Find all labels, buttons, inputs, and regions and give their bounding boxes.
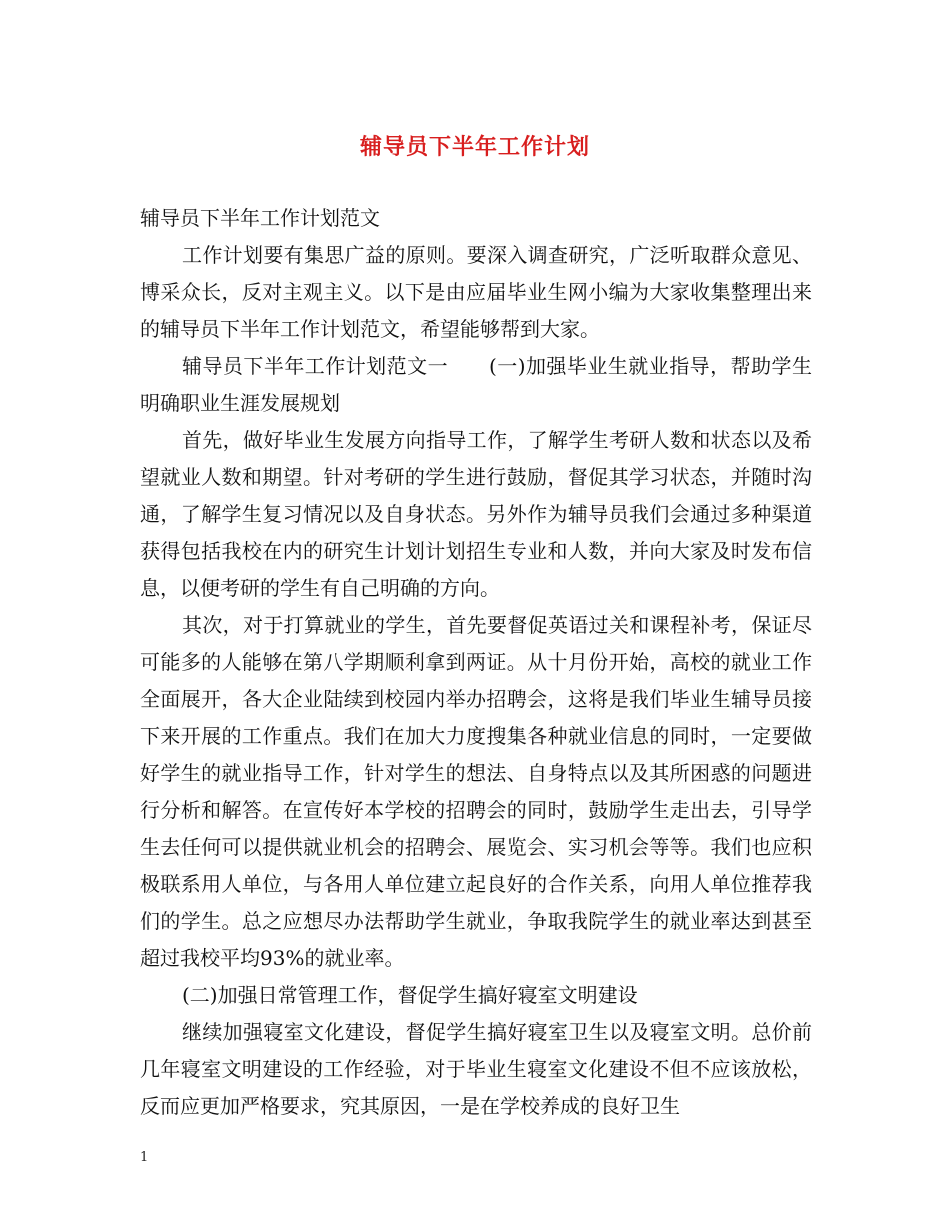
section-two-heading: (二)加强日常管理工作，督促学生搞好寝室文明建设: [182, 983, 638, 1007]
document-title: 辅导员下半年工作计划: [359, 134, 590, 160]
page-number: 1: [140, 1150, 149, 1165]
body-paragraph: 继续加强寝室文化建设，督促学生搞好寝室卫生以及寝室文明。总价前几年寝室文明建设的工作经验，对于毕业生寝室文化建设不但不应该放松，反而应更加严格要求，究其原因，一是在学校养成的良好卫生: [140, 1020, 812, 1118]
body-paragraph: 首先，做好毕业生发展方向指导工作，了解学生考研人数和状态以及希望就业人数和期望。针对考研的学生进行鼓励，督促其学习状态，并随时沟通，了解学生复习情况以及自身状态。另外作为辅导员我们会通过多种渠道获得包括我校在内的研究生计划计划招生专业和人数，并向大家及时发布信息，以便考研的学生有自己明确的方向。: [140, 428, 812, 600]
body-paragraph: 其次，对于打算就业的学生，首先要督促英语过关和课程补考，保证尽可能多的人能够在第八学期顺利拿到两证。从十月份开始，高校的就业工作全面展开，各大企业陆续到校园内举办招聘会，这将是我们毕业生辅导员接下来开展的工作重点。我们在加大力度搜集各种就业信息的同时，一定要做好学生的就业指导工作，针对学生的想法、自身特点以及其所困惑的问题进行分析和解答。在宣传好本学校的招聘会的同时，鼓励学生走出去，引导学生去任何可以提供就业机会的招聘会、展览会、实习机会等等。我们也应积极联系用人单位，与各用人单位建立起良好的合作关系，向用人单位推荐我们的学生。总之应想尽办法帮助学生就业，争取我院学生的就业率达到甚至超过我校平均93%的就业率。: [140, 613, 812, 970]
section-one-heading: 辅导员下半年工作计划范文一 (一)加强毕业生就业指导，帮助学生明确职业生涯发展规划: [140, 354, 812, 415]
document-body: [140, 200, 812, 1125]
intro-paragraph: 工作计划要有集思广益的原则。要深入调查研究，广泛听取群众意见、博采众长，反对主观主义。以下是由应届毕业生网小编为大家收集整理出来的辅导员下半年工作计划范文，希望能够帮到大家。: [140, 243, 812, 341]
subtitle-paragraph: 辅导员下半年工作计划范文: [140, 206, 380, 230]
